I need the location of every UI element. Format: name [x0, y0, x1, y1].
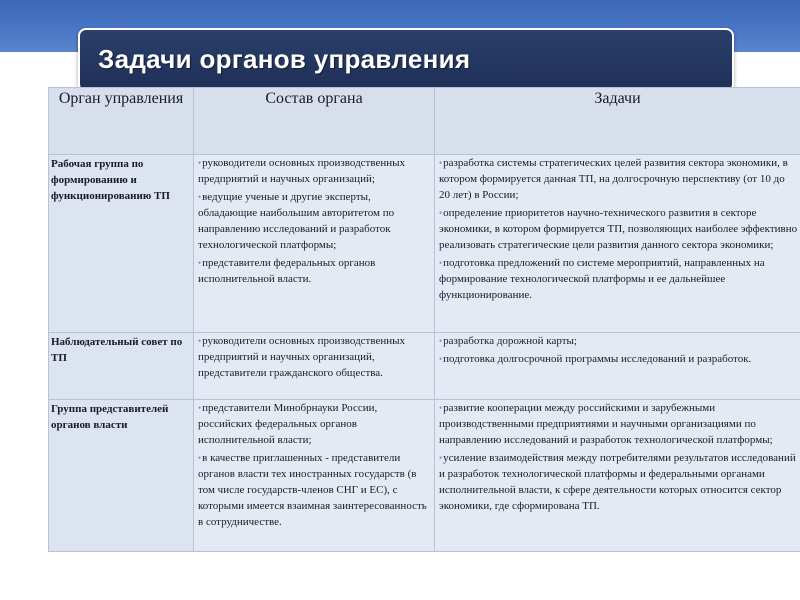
tasks-item [435, 205, 800, 253]
cell-organ [49, 400, 194, 552]
tasks-item [435, 155, 800, 203]
cell-tasks [435, 155, 800, 333]
bullet-icon: • [439, 208, 443, 218]
cell-composition [194, 333, 435, 400]
header-tasks: Задачи [435, 88, 800, 155]
tasks-item [435, 400, 800, 448]
cell-tasks [435, 400, 800, 552]
composition-item [194, 450, 434, 530]
table-header-row [49, 88, 800, 155]
tasks-text: развитие кооперации между российскими и зарубежными производственными предприятиями и научными организациями по направлению исследований и разработок технологической платформы; [439, 402, 773, 446]
organ-name: Наблюдательный совет по ТП [51, 336, 183, 364]
composition-item [194, 189, 434, 253]
header-composition: Состав органа [194, 88, 435, 155]
tasks-item [435, 450, 800, 514]
bullet-icon: • [439, 354, 443, 364]
composition-text: ведущие ученые и другие эксперты, обладающие наибольшим авторитетом по направлению исследований и разработок технологической платформы; [198, 191, 395, 251]
bullet-icon: • [439, 403, 443, 413]
composition-text: руководители основных производственных предприятий и научных организаций, представители гражданского общества. [198, 335, 406, 379]
bullet-icon: • [198, 336, 202, 346]
table-row [49, 155, 800, 333]
composition-item [194, 255, 434, 287]
bullet-icon: • [198, 258, 202, 268]
composition-text: представители федеральных органов исполнительной власти. [198, 257, 376, 285]
cell-composition [194, 400, 435, 552]
organ-name: Рабочая группа по формированию и функционированию ТП [51, 158, 170, 202]
tasks-text: усиление взаимодействия между потребителями результатов исследований и разработок технологической платформы и федеральными органами исполнительной власти, к сфере деятельности которых относится сектор экономики, где сформирована ТП. [439, 452, 796, 512]
tasks-text: определение приоритетов научно-технического развития в секторе экономики, в котором формируется ТП, позволяющих наиболее эффективно реализовать стратегические цели развития данного сектора экономики; [439, 207, 798, 251]
table-row [49, 333, 800, 400]
bullet-icon: • [198, 403, 202, 413]
cell-composition [194, 155, 435, 333]
slide-title: Задачи органов управления [98, 44, 471, 74]
tasks-text: подготовка долгосрочной программы исследований и разработок. [443, 353, 752, 365]
tasks-table [48, 87, 800, 552]
bullet-icon: • [198, 453, 202, 463]
tasks-item [435, 351, 800, 367]
bullet-icon: • [198, 158, 202, 168]
tasks-text: подготовка предложений по системе мероприятий, направленных на формирование технологической платформы и ее дальнейшее функционирование. [439, 257, 765, 301]
composition-item [194, 155, 434, 187]
tasks-text: разработка системы стратегических целей развития сектора экономики, в котором формируется данная ТП, на долгосрочную перспективу (от 10 до 20 лет) в России; [439, 157, 788, 201]
title-box [78, 28, 734, 92]
bullet-icon: • [439, 336, 443, 346]
cell-organ [49, 333, 194, 400]
bullet-icon: • [198, 192, 202, 202]
composition-item [194, 333, 434, 381]
tasks-text: разработка дорожной карты; [443, 335, 577, 347]
bullet-icon: • [439, 453, 443, 463]
bullet-icon: • [439, 258, 443, 268]
tasks-item [435, 255, 800, 303]
composition-item [194, 400, 434, 448]
bullet-icon: • [439, 158, 443, 168]
table-row [49, 400, 800, 552]
cell-organ [49, 155, 194, 333]
organ-name: Группа представителей органов власти [51, 403, 169, 431]
composition-text: руководители основных производственных предприятий и научных организаций; [198, 157, 406, 185]
composition-text: представители Минобрнауки России, российских федеральных органов исполнительной власти; [198, 402, 378, 446]
tasks-item [435, 333, 800, 349]
cell-tasks [435, 333, 800, 400]
composition-text: в качестве приглашенных - представители органов власти тех иностранных государств (в том числе государств-членов СНГ и ЕС), с которыми имеется взаимная заинтересованность в сотрудничестве. [198, 452, 427, 528]
header-organ: Орган управления [49, 88, 194, 155]
